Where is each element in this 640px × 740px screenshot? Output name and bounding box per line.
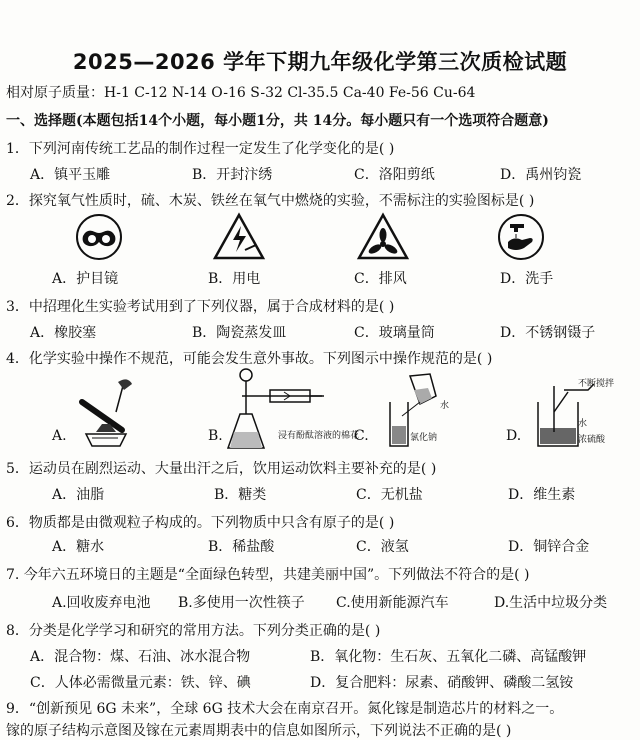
q8-stem: 8．分类是化学学习和研究的常用方法。下列分类正确的是( ) xyxy=(6,623,381,639)
q1-stem: 1．下列河南传统工艺品的制作过程一定发生了化学变化的是( ) xyxy=(6,141,395,157)
q4-option-b[interactable]: B. xyxy=(208,428,223,444)
q5-option-c[interactable]: C．无机盐 xyxy=(356,487,423,503)
q5-option-d[interactable]: D．维生素 xyxy=(508,487,576,503)
q5-stem: 5．运动员在剧烈运动、大量出汗之后，饮用运动饮料主要补充的是( ) xyxy=(6,461,437,477)
q7-option-d[interactable]: D.生活中垃圾分类 xyxy=(494,595,608,611)
q4-option-d[interactable]: D. xyxy=(506,428,522,444)
page-title: 2025—2026 学年下期九年级化学第三次质检试题 xyxy=(72,50,568,74)
q6-option-c[interactable]: C．液氢 xyxy=(356,539,409,555)
q6-option-b[interactable]: B．稀盐酸 xyxy=(208,539,275,555)
q7-option-a[interactable]: A.回收废弃电池 xyxy=(52,595,151,611)
q5-option-a[interactable]: A．油脂 xyxy=(52,487,105,503)
q3-option-c[interactable]: C．玻璃量筒 xyxy=(354,325,435,341)
section-heading: 一、选择题(本题包括14个小题，每小题1分，共 14分。每小题只有一个选项符合题意) xyxy=(6,113,549,129)
q3-option-d[interactable]: D．不锈钢镊子 xyxy=(500,325,596,341)
q1-option-d[interactable]: D．禹州钧瓷 xyxy=(500,167,582,183)
q2-option-d[interactable]: D．洗手 xyxy=(500,271,554,287)
d-stir-label: 不断搅拌 xyxy=(578,379,615,389)
q4-option-c[interactable]: C. xyxy=(354,428,369,444)
atomic-masses: 相对原子质量：H-1 C-12 N-14 O-16 S-32 Cl-35.5 Ca-40 Fe-56 Cu-64 xyxy=(6,85,476,101)
q3-option-b[interactable]: B．陶瓷蒸发皿 xyxy=(192,325,287,341)
q7-option-b[interactable]: B.多使用一次性筷子 xyxy=(178,595,305,611)
q2-option-c[interactable]: C．排风 xyxy=(354,271,407,287)
q3-option-a[interactable]: A．橡胶塞 xyxy=(30,325,97,341)
q4-option-a[interactable]: A. xyxy=(52,428,67,444)
q2-stem: 2．探究氧气性质时，硫、木炭、铁丝在氧气中燃烧的实验，不需标注的实验图标是( ) xyxy=(6,193,535,209)
q8-option-a[interactable]: A．混合物：煤、石油、冰水混合物 xyxy=(30,649,251,665)
q9-stem-continued: 镓的原子结构示意图及镓在元素周期表中的信息如图所示，下列说法不正确的是( ) xyxy=(6,723,512,739)
q1-option-c[interactable]: C．洛阳剪纸 xyxy=(354,167,435,183)
wash-hands-icon xyxy=(496,212,546,262)
q9-stem: 9．“创新预见 6G 未来”，全球 6G 技术大会在南京召开。氮化镓是制造芯片的材料之一。 xyxy=(6,701,564,717)
electricity-icon xyxy=(212,212,266,262)
q8-option-d[interactable]: D．复合肥料：尿素、硝酸钾、磷酸二氢铵 xyxy=(310,675,574,691)
q2-option-b[interactable]: B．用电 xyxy=(208,271,261,287)
q2-option-a[interactable]: A．护目镜 xyxy=(52,271,119,287)
q6-option-a[interactable]: A．糖水 xyxy=(52,539,105,555)
b-flask-label: 浸有酚酞溶液的棉花 xyxy=(278,431,360,441)
q6-option-d[interactable]: D．铜锌合金 xyxy=(508,539,590,555)
heating-tube-diagram xyxy=(72,372,152,450)
q4-stem: 4．化学实验中操作不规范，可能会发生意外事故。下列图示中操作规范的是( ) xyxy=(6,351,493,367)
q8-option-c[interactable]: C．人体必需微量元素：铁、锌、碘 xyxy=(30,675,251,691)
d-water-label: 水 xyxy=(578,419,588,429)
q7-stem: 7. 今年六五环境日的主题是“全面绿色转型，共建美丽中国”。下列做法不符合的是( ) xyxy=(6,567,530,583)
c-water-label: 水 xyxy=(440,401,450,411)
q3-stem: 3．中招理化生实验考试用到了下列仪器，属于合成材料的是( ) xyxy=(6,299,395,315)
q1-option-a[interactable]: A．镇平玉雕 xyxy=(30,167,111,183)
q1-option-b[interactable]: B．开封汴绣 xyxy=(192,167,273,183)
c-solid-label: 氯化钠 xyxy=(410,433,438,443)
goggles-icon xyxy=(74,212,124,262)
q8-option-b[interactable]: B．氧化物：生石灰、五氧化二磷、高锰酸钾 xyxy=(310,649,587,665)
q5-option-b[interactable]: B．糖类 xyxy=(214,487,267,503)
d-acid-label: 浓硫酸 xyxy=(578,435,606,445)
exhaust-fan-icon xyxy=(356,212,410,262)
q7-option-c[interactable]: C.使用新能源汽车 xyxy=(336,595,449,611)
q6-stem: 6．物质都是由微观粒子构成的。下列物质中只含有原子的是( ) xyxy=(6,515,395,531)
